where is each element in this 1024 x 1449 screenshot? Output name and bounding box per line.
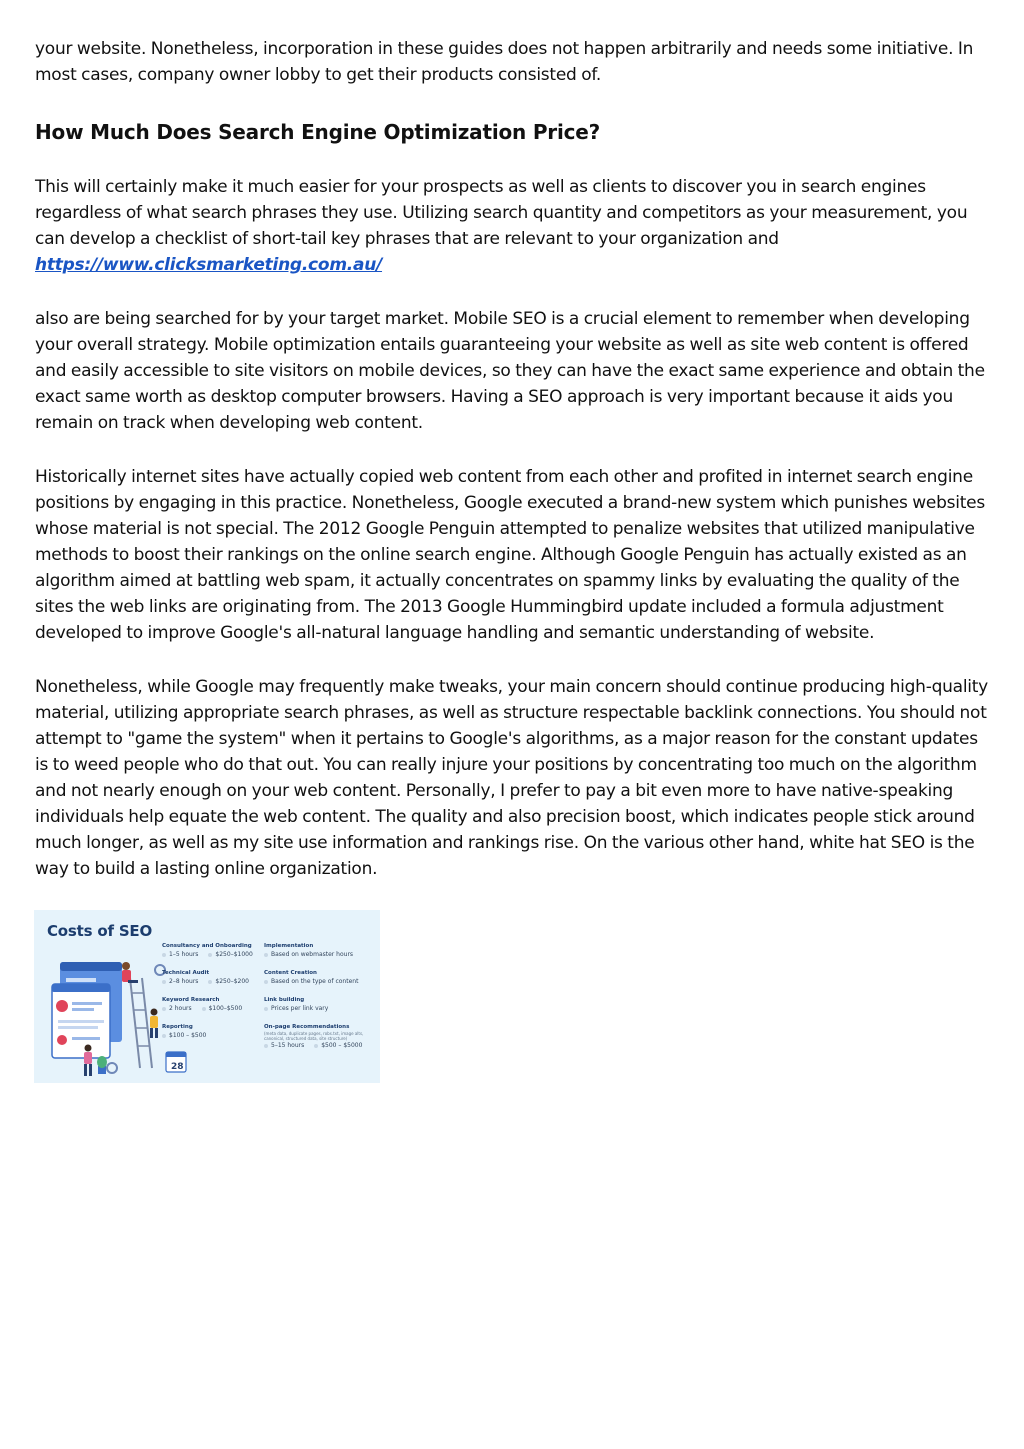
bullet-dot-icon bbox=[314, 1044, 318, 1048]
bullet-dot-icon bbox=[264, 980, 268, 984]
cost-item-row bbox=[162, 1031, 272, 1040]
cost-item bbox=[162, 996, 272, 1023]
bullet-dot-icon bbox=[162, 1034, 166, 1038]
external-link[interactable]: https://www.clicksmarketing.com.au/ bbox=[35, 255, 383, 275]
cost-item-row bbox=[264, 1004, 374, 1013]
cost-item bbox=[264, 969, 374, 996]
bullet-dot-icon bbox=[162, 953, 166, 957]
cost-item-price: $100–$500 bbox=[208, 1005, 243, 1012]
cost-item-price: $100 – $500 bbox=[169, 1032, 207, 1039]
cost-item bbox=[264, 942, 374, 969]
cost-column-right bbox=[264, 942, 374, 1050]
cost-item bbox=[264, 1023, 374, 1050]
cost-item-price: $500 – $5000 bbox=[321, 1042, 363, 1049]
bullet-dot-icon bbox=[264, 953, 268, 957]
cost-item-detail: Based on webmaster hours bbox=[271, 951, 354, 958]
bullet-dot-icon bbox=[264, 1007, 268, 1011]
cost-item-time: 1–5 hours bbox=[169, 951, 199, 958]
bullet-dot-icon bbox=[264, 1044, 268, 1048]
costs-of-seo-infographic bbox=[34, 910, 380, 1083]
cost-item-title: Implementation bbox=[264, 943, 314, 949]
cost-item-price: $250–$200 bbox=[215, 978, 249, 985]
cost-item-time: 5–15 hours bbox=[271, 1042, 305, 1049]
cost-item-row bbox=[162, 1004, 272, 1013]
bullet-dot-icon bbox=[162, 1007, 166, 1011]
cost-item-detail: Prices per link vary bbox=[271, 1005, 329, 1012]
cost-item bbox=[162, 942, 272, 969]
paragraph-1 bbox=[35, 174, 991, 278]
cost-item-title: On-page Recommendations bbox=[264, 1024, 350, 1030]
cost-item bbox=[162, 1023, 272, 1050]
cost-item bbox=[264, 996, 374, 1023]
paragraph-2: also are being searched for by your target market. Mobile SEO is a crucial element to remember when developing your overall strategy. Mobile optimization entails guaranteeing your website as well as site web content is offered and easily accessible to site visitors on mobile devices, so they can have the exact same experience and obtain the exact same worth as desktop computer browsers. Having a SEO approach is very important because it aids you remain on track when developing web content. bbox=[35, 309, 985, 433]
bullet-dot-icon bbox=[162, 980, 166, 984]
infographic-title: Costs of SEO bbox=[47, 922, 153, 940]
bullet-dot-icon bbox=[208, 953, 212, 957]
paragraph-3: Historically internet sites have actually copied web content from each other and profited in internet search engine positions by engaging in this practice. Nonetheless, Google executed a brand-new system which punishes websites whose material is not special. The 2012 Google Penguin attempted to penalize websites that utilized manipulative methods to boost their rankings on the online search engine. Although Google Penguin has actually existed as an algorithm aimed at battling web spam, it actually concentrates on spammy links by evaluating the quality of the sites the web links are originating from. The 2013 Google Hummingbird update included a formula adjustment developed to improve Google's all-natural language handling and semantic understanding of website. bbox=[35, 467, 985, 643]
cost-column-left bbox=[162, 942, 272, 1050]
cost-item-time: 2–8 hours bbox=[169, 978, 199, 985]
cost-item-row bbox=[264, 1041, 374, 1050]
cost-item-row bbox=[162, 950, 272, 959]
cost-item-title: Consultancy and Onboarding bbox=[162, 943, 252, 949]
cost-item bbox=[162, 969, 272, 996]
intro-paragraph: your website. Nonetheless, incorporation in these guides does not happen arbitrarily and needs some initiative. In most cases, company owner lobby to get their products consisted of. bbox=[35, 39, 974, 85]
cost-item-price: $250–$1000 bbox=[215, 951, 253, 958]
cost-item-title: Keyword Research bbox=[162, 997, 220, 1003]
cost-item-title: Link building bbox=[264, 997, 305, 1003]
cost-item-title: Content Creation bbox=[264, 970, 317, 976]
paragraph-1-text: This will certainly make it much easier for your prospects as well as clients to discover you in search engines regardless of what search phrases they use. Utilizing search quantity and competitors as your measurement, you can develop a checklist of short-tail key phrases that are relevant to your organization and bbox=[35, 177, 968, 249]
paragraph-4: Nonetheless, while Google may frequently make tweaks, your main concern should continue producing high-quality material, utilizing appropriate search phrases, as well as structure respectable backlink connections. You should not attempt to "game the system" when it pertains to Google's algorithms, as a major reason for the constant updates is to weed people who do that out. You can really injure your positions by concentrating too much on the algorithm and not nearly enough on your web content. Personally, I prefer to pay a bit even more to have native-speaking individuals help equate the web content. The quality and also precision boost, which indicates people stick around much longer, as well as my site use information and rankings rise. On the various other hand, white hat SEO is the way to build a lasting online organization. bbox=[35, 677, 988, 879]
cost-item-row bbox=[162, 977, 272, 986]
article bbox=[35, 36, 991, 910]
cost-item-note: (meta data, duplicate pages, robs.txt, image alts, canonical, structured data, site structure) bbox=[264, 1031, 364, 1041]
cost-item-time: 2 hours bbox=[169, 1005, 192, 1012]
bullet-dot-icon bbox=[202, 1007, 206, 1011]
cost-item-title: Reporting bbox=[162, 1024, 193, 1030]
cost-item-detail: Based on the type of content bbox=[271, 978, 359, 985]
cost-item-row bbox=[264, 977, 374, 986]
section-heading: How Much Does Search Engine Optimization Price? bbox=[35, 120, 601, 144]
calendar-number: 28 bbox=[171, 1062, 184, 1072]
cost-item-row bbox=[264, 950, 374, 959]
cost-item-title: Technical Audit bbox=[162, 970, 210, 976]
bullet-dot-icon bbox=[208, 980, 212, 984]
